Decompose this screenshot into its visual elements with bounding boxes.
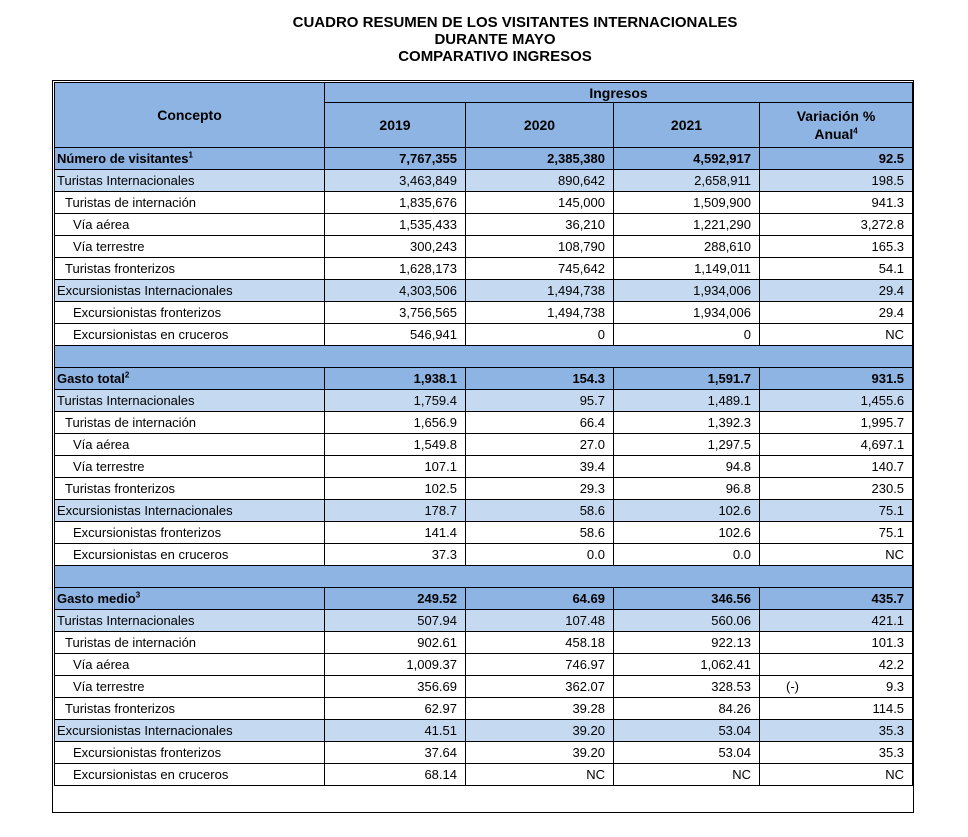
value-2021: 922.13 [614,632,760,654]
table-row [55,302,913,324]
value-2019: 102.5 [325,478,466,500]
value-2021: 102.6 [614,522,760,544]
table-row-total [55,148,913,170]
row-label: Vía terrestre [73,239,145,254]
value-variacion: 1,995.7 [760,412,913,434]
row-footnote: 2 [124,370,130,380]
row-label: Turistas Internacionales [57,613,195,628]
row-label-cell [55,544,325,566]
value-variacion [760,676,913,698]
row-label: Excursionistas en cruceros [73,767,229,782]
value-2020: 145,000 [466,192,614,214]
value-2020: 66.4 [466,412,614,434]
value-2020: 107.48 [466,610,614,632]
value-variacion: NC [760,764,913,786]
value-variacion: 75.1 [760,522,913,544]
row-label: Excursionistas fronterizos [73,525,222,540]
value-2020: 27.0 [466,434,614,456]
row-label: Vía terrestre [73,459,145,474]
row-label: Excursionistas fronterizos [73,745,222,760]
table-row [55,258,913,280]
value-2021: 94.8 [614,456,760,478]
table-row [55,192,913,214]
value-2020: 39.20 [466,742,614,764]
value-2021: 1,509,900 [614,192,760,214]
value-2021: 1,591.7 [614,368,760,390]
header-anual-footnote: 4 [853,126,858,136]
value-variacion: 29.4 [760,280,913,302]
table-row [55,742,913,764]
value-2019: 1,656.9 [325,412,466,434]
value-2021: 0.0 [614,544,760,566]
row-label-cell [55,698,325,720]
row-label: Turistas de internación [65,415,197,430]
value-2021: 1,297.5 [614,434,760,456]
row-label: Excursionistas Internacionales [57,723,233,738]
value-2021: 1,934,006 [614,302,760,324]
value-2020: 39.28 [466,698,614,720]
value-2020: 745,642 [466,258,614,280]
table-row [55,544,913,566]
value-2019: 1,759.4 [325,390,466,412]
variacion-negative-wrap [764,676,908,697]
row-label-cell [55,214,325,236]
value-2019: 41.51 [325,720,466,742]
table-row [55,500,913,522]
value-2020: 1,494,738 [466,302,614,324]
value-variacion: 421.1 [760,610,913,632]
value-2019: 107.1 [325,456,466,478]
value-2020: 39.20 [466,720,614,742]
row-label-cell [55,258,325,280]
row-label: Excursionistas en cruceros [73,547,229,562]
value-2020: 95.7 [466,390,614,412]
row-label-cell [55,720,325,742]
row-label-cell [55,302,325,324]
table-row [55,698,913,720]
value-variacion: 941.3 [760,192,913,214]
value-2020: 154.3 [466,368,614,390]
value-variacion: 140.7 [760,456,913,478]
value-2021: 4,592,917 [614,148,760,170]
value-2019: 356.69 [325,676,466,698]
value-2019: 37.3 [325,544,466,566]
value-2019: 1,009.37 [325,654,466,676]
row-label: Turistas de internación [65,635,197,650]
value-2019: 178.7 [325,500,466,522]
value-variacion: 4,697.1 [760,434,913,456]
value-variacion: NC [760,544,913,566]
value-variacion: 101.3 [760,632,913,654]
value-2021: 0 [614,324,760,346]
row-label: Excursionistas Internacionales [57,283,233,298]
row-label-cell [55,148,325,170]
table-row [55,522,913,544]
visitors-summary-table [54,82,913,786]
value-2019: 249.52 [325,588,466,610]
row-label-cell [55,324,325,346]
separator-cell [55,566,913,588]
row-label-cell [55,522,325,544]
row-label-cell [55,368,325,390]
value-2020: 58.6 [466,500,614,522]
table-row [55,456,913,478]
table-row [55,478,913,500]
header-year-2020: 2020 [466,103,614,148]
row-label: Turistas Internacionales [57,173,195,188]
row-label: Excursionistas fronterizos [73,305,222,320]
table-row [55,632,913,654]
value-2019: 1,549.8 [325,434,466,456]
value-2019: 68.14 [325,764,466,786]
value-2019: 62.97 [325,698,466,720]
value-2019: 546,941 [325,324,466,346]
value-variacion: 165.3 [760,236,913,258]
value-2021: 2,658,911 [614,170,760,192]
value-2020: 1,494,738 [466,280,614,302]
row-label: Turistas fronterizos [65,481,176,496]
header-variacion-label: Variación % [796,108,876,124]
table-row [55,280,913,302]
value-2020: 29.3 [466,478,614,500]
table-row [55,170,913,192]
table-row [55,236,913,258]
row-label-cell [55,632,325,654]
row-label-cell [55,500,325,522]
value-2019: 4,303,506 [325,280,466,302]
value-2020: 362.07 [466,676,614,698]
value-2020: 890,642 [466,170,614,192]
value-2020: 746.97 [466,654,614,676]
value-2021: 1,489.1 [614,390,760,412]
table-row [55,390,913,412]
row-label-cell [55,170,325,192]
value-2019: 7,767,355 [325,148,466,170]
value-2021: 84.26 [614,698,760,720]
variacion-value: 9.3 [885,679,905,694]
row-label-cell [55,676,325,698]
row-label: Turistas fronterizos [65,701,176,716]
row-label: Vía aérea [73,657,130,672]
value-2021: 1,149,011 [614,258,760,280]
row-label: Turistas fronterizos [65,261,176,276]
value-2021: 96.8 [614,478,760,500]
row-label-cell [55,390,325,412]
value-2020: 2,385,380 [466,148,614,170]
value-variacion: 92.5 [760,148,913,170]
row-label: Excursionistas en cruceros [73,327,229,342]
report-title-line-1: CUADRO RESUMEN DE LOS VISITANTES INTERNACIONALES [292,14,738,31]
row-label: Vía aérea [73,217,130,232]
row-label: Gasto total [57,371,125,386]
row-label-cell [55,742,325,764]
row-label-cell [55,192,325,214]
row-label: Turistas Internacionales [57,393,195,408]
header-variacion [760,103,913,148]
value-variacion: 35.3 [760,742,913,764]
value-variacion: 931.5 [760,368,913,390]
value-variacion: 435.7 [760,588,913,610]
row-label-cell [55,280,325,302]
value-2019: 1,835,676 [325,192,466,214]
row-label: Número de visitantes [57,151,189,166]
value-2019: 1,938.1 [325,368,466,390]
header-concepto: Concepto [55,83,325,148]
value-2021: 560.06 [614,610,760,632]
value-2020: 36,210 [466,214,614,236]
header-anual-label: Anual [814,126,854,142]
report-title-line-2: DURANTE MAYO [434,31,556,48]
row-label-cell [55,456,325,478]
value-2021: 53.04 [614,720,760,742]
header-year-2021: 2021 [614,103,760,148]
value-2021: 1,392.3 [614,412,760,434]
variacion-negative-sign: (-) [786,679,799,694]
value-2021: 53.04 [614,742,760,764]
value-2020: 458.18 [466,632,614,654]
value-variacion: NC [760,324,913,346]
table-row [55,324,913,346]
table-body [55,148,913,786]
value-2019: 3,463,849 [325,170,466,192]
value-2020: 58.6 [466,522,614,544]
row-label-cell [55,610,325,632]
value-2021: 328.53 [614,676,760,698]
value-variacion: 35.3 [760,720,913,742]
value-variacion: 29.4 [760,302,913,324]
header-ingresos: Ingresos [325,83,913,103]
value-2019: 300,243 [325,236,466,258]
separator-cell [55,346,913,368]
row-label: Gasto medio [57,591,136,606]
table-row [55,720,913,742]
row-label-cell [55,588,325,610]
value-2020: 108,790 [466,236,614,258]
row-footnote: 1 [188,150,193,160]
value-2019: 507.94 [325,610,466,632]
value-2021: 288,610 [614,236,760,258]
table-row [55,412,913,434]
table-row-total [55,588,913,610]
value-2021: 1,934,006 [614,280,760,302]
value-variacion: 3,272.8 [760,214,913,236]
value-2020: 39.4 [466,456,614,478]
table-row [55,676,913,698]
value-2021: 1,221,290 [614,214,760,236]
row-label-cell [55,412,325,434]
value-variacion: 230.5 [760,478,913,500]
value-2020: NC [466,764,614,786]
row-label-cell [55,764,325,786]
value-2019: 1,535,433 [325,214,466,236]
table-row-total [55,368,913,390]
row-label: Vía aérea [73,437,130,452]
table-row [55,214,913,236]
value-variacion: 114.5 [760,698,913,720]
table-row [55,764,913,786]
section-separator [55,566,913,588]
row-label-cell [55,478,325,500]
row-label-cell [55,654,325,676]
row-footnote: 3 [135,590,141,600]
value-variacion: 1,455.6 [760,390,913,412]
value-variacion: 75.1 [760,500,913,522]
row-label-cell [55,236,325,258]
value-variacion: 42.2 [760,654,913,676]
value-2021: 346.56 [614,588,760,610]
value-2020: 0.0 [466,544,614,566]
value-2021: NC [614,764,760,786]
value-variacion: 198.5 [760,170,913,192]
header-year-2019: 2019 [325,103,466,148]
value-2019: 1,628,173 [325,258,466,280]
row-label-cell [55,434,325,456]
value-2021: 1,062.41 [614,654,760,676]
table-row [55,434,913,456]
table-row [55,654,913,676]
value-2020: 0 [466,324,614,346]
value-variacion: 54.1 [760,258,913,280]
value-2020: 64.69 [466,588,614,610]
value-2019: 902.61 [325,632,466,654]
value-2019: 141.4 [325,522,466,544]
row-label: Excursionistas Internacionales [57,503,233,518]
row-label: Turistas de internación [65,195,197,210]
report-title-line-3: COMPARATIVO INGRESOS [398,48,592,65]
section-separator [55,346,913,368]
value-2019: 37.64 [325,742,466,764]
row-label: Vía terrestre [73,679,145,694]
value-2019: 3,756,565 [325,302,466,324]
table-row [55,610,913,632]
value-2021: 102.6 [614,500,760,522]
